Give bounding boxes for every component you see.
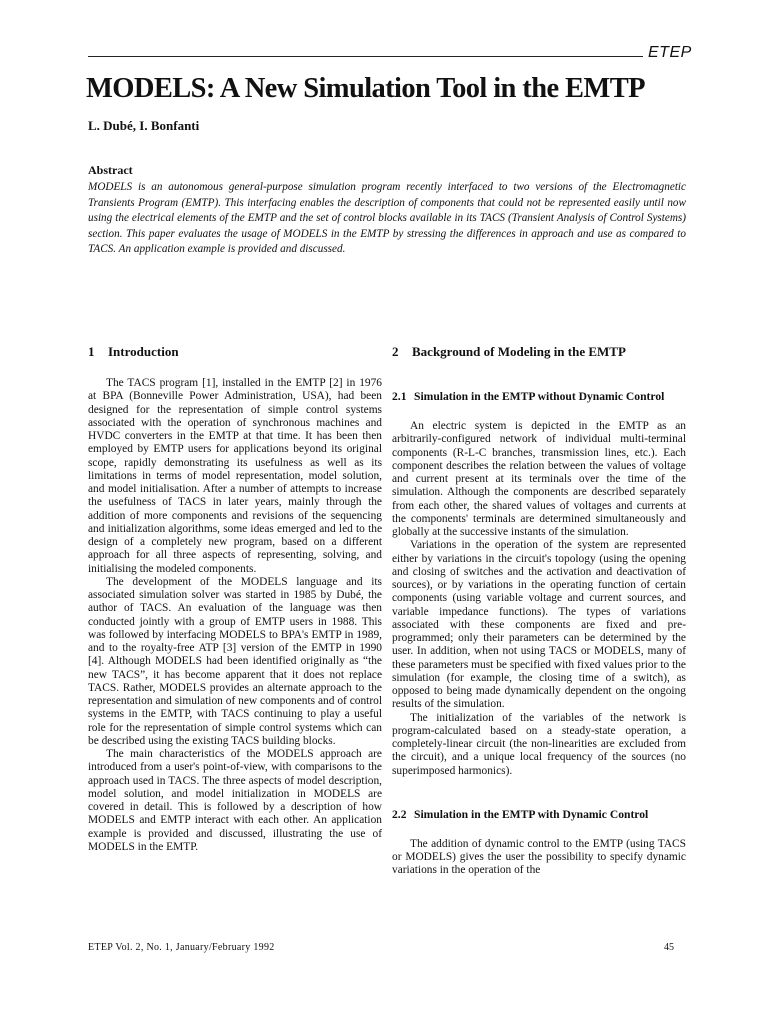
- subsection-2-1-number: 2.1: [392, 390, 407, 403]
- subsection-2-1-title: Simulation in the EMTP without Dynamic Control: [414, 390, 665, 403]
- sub2-paragraph: The addition of dynamic control to the EMTP (using TACS or MODELS) gives the user the possibility to specify dynamic variations in the operation of the: [392, 837, 686, 877]
- section-2-title: Background of Modeling in the EMTP: [412, 344, 626, 359]
- subsection-2-2-heading: [392, 808, 686, 822]
- intro-paragraph: The TACS program [1], installed in the EMTP [2] in 1976 at BPA (Bonneville Power Administration, USA), had been designed for the representation of simple control systems associated with the operation of synchronous machines and HVDC converters in the EMTP at that time. It has been then employed by EMTP users for applications beyond its original scope, rapidly demonstrating its usefulness as well as its limitations in terms of model representation, model solution, and model initialisation. After a number of attempts to increase the usefulness of TACS in later years, mainly through the addition of more components and revisions of the sequencing and initialization algorithms, some ideas emerged and led to the design of a completely new program, based on a different approach for all three aspects of representing, solving, and initialising the modeled components.: [88, 377, 382, 575]
- section-2-heading: [392, 344, 686, 360]
- abstract-text: MODELS is an autonomous general-purpose simulation program recently interfaced to two versions of the Electromagnetic Transients Program (EMTP). This interfacing enables the description of components that could not be represented easily until now using the electrical elements of the EMTP and the set of control blocks available in its TACS (Transient Analysis of Control Systems) section. This paper evaluates the usage of MODELS in the EMTP by stressing the differences in approach and use as compared to TACS. An application example is provided and discussed.: [88, 181, 686, 256]
- sub1-paragraph: Variations in the operation of the system are represented either by variations in the circuit's topology (using the opening and closing of switches and the activation and deactivation of sources), or by variations in the operating function of certain components (using variable voltage and current sources, and variable impedance functions). The types of variations associated with these components are fixed and pre-programmed; only their parameters can be determined by the user. In addition, when not using TACS or MODELS, many of these parameters must be specified with fixed values prior to the simulation (for example, the closing time of a switch), as opposed to being made dynamically dependent on the ongoing results of the simulation.: [392, 539, 686, 711]
- section-1-title: Introduction: [108, 344, 179, 359]
- page-number: 45: [664, 942, 674, 953]
- sub1-paragraph: The initialization of the variables of the network is program-calculated based on a steady-state operation, a completely-linear circuit (the non-linearities are excluded from the circuit), and a unique local frequency of the sources (no superimposed harmonics).: [392, 711, 686, 777]
- intro-paragraph: The development of the MODELS language and its associated simulation solver was started in 1985 by Dubé, the author of TACS. An evaluation of the language was then conducted jointly with a group of EMTP users in 1988. This was followed by interfacing MODELS to BPA's EMTP in 1989, and to the royalty-free ATP [3] version of the EMTP in 1990 [4]. Although MODELS had been identified originally as “the new TACS”, it has become apparent that it does not replace TACS. Rather, MODELS provides an alternate approach to the representation and simulation of new components and of control systems in the EMTP, with TACS continuing to play a useful role for the representation of simple control systems which can be described using the existing TACS building blocks.: [88, 575, 382, 747]
- section-1-heading: [88, 344, 382, 360]
- sub1-paragraph: An electric system is depicted in the EMTP as an arbitrarily-configured network of individual multi-terminal components (R-L-C branches, transmission lines, etc.). Each component describes the relation between the values of voltage and current present at its terminals over the time of the simulation. Although the components are described separately from each other, the shared values of voltages and currents at the components' terminals are determined simultaneously and globally at the successive instants of the simulation.: [392, 420, 686, 538]
- paper-title: MODELS: A New Simulation Tool in the EMTP: [86, 73, 645, 104]
- journal-name: ETEP: [648, 44, 692, 61]
- left-column: [88, 344, 382, 854]
- subsection-2-2-title: Simulation in the EMTP with Dynamic Control: [414, 807, 649, 821]
- intro-paragraph: The main characteristics of the MODELS approach are introduced from a user's point-of-view, with comparisons to the approach used in TACS. The three aspects of model description, model solution, and model initialization in MODELS are covered in detail. This is followed by a description of how MODELS and EMTP interact with each other. An application example is provided and discussed, illustrating the use of MODELS in the EMTP.: [88, 748, 382, 853]
- footer-citation: ETEP Vol. 2, No. 1, January/February 1992: [88, 942, 275, 953]
- subsection-2-2-number: 2.2: [392, 807, 407, 821]
- section-1-number: 1: [88, 344, 95, 359]
- header-rule: [88, 56, 643, 57]
- section-2-number: 2: [392, 344, 399, 359]
- paper-authors: L. Dubé, I. Bonfanti: [88, 118, 200, 133]
- subsection-2-1-heading: [392, 390, 686, 404]
- abstract-heading: Abstract: [88, 163, 133, 177]
- right-column: [392, 344, 686, 878]
